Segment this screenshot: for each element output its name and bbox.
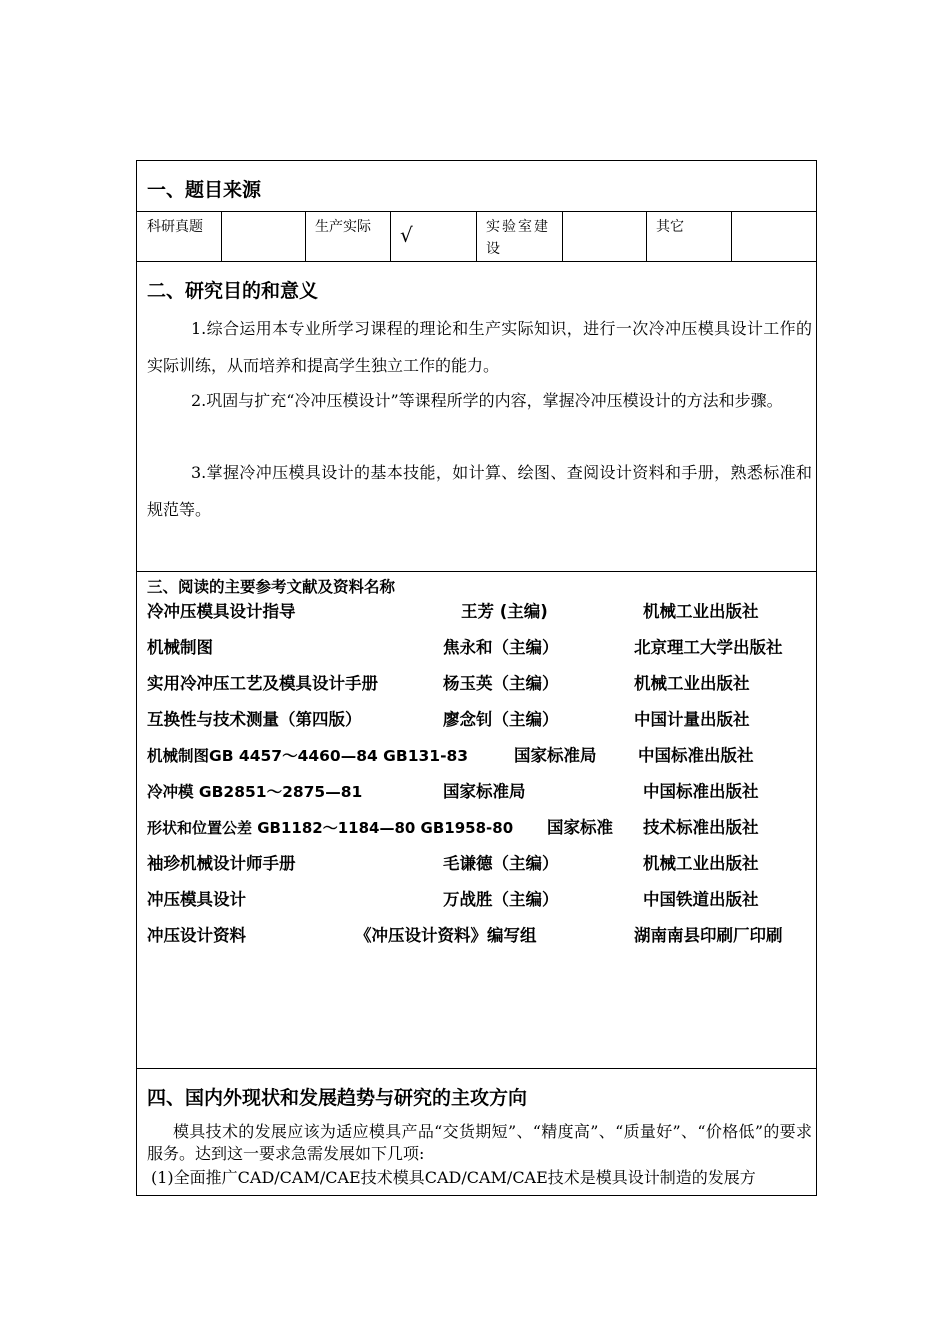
cell-other-label: 其它 [656,219,684,235]
reference-author: 毛谦德（主编） [443,854,559,873]
reference-author: 国家标准 [547,818,613,837]
reference-item [137,674,816,710]
paragraph: 2.巩固与扩充“冷冲压模设计”等课程所学的内容，掌握冷冲压模设计的方法和步骤。 [191,391,783,410]
section-purpose [137,262,816,572]
reference-item [137,602,816,638]
reference-publisher: 北京理工大学出版社 [634,638,783,657]
reference-publisher: 机械工业出版社 [634,674,750,693]
cell-research-topic-label: 科研真题 [147,219,203,235]
cell-research-topic-value [221,212,305,262]
reference-author: 国家标准局 [443,782,526,801]
reference-author: 廖念钊（主编） [443,710,559,729]
reference-title: 冲压模具设计 [147,890,246,909]
reference-title: 机械制图GB 4457～4460—84 GB131-83 [147,747,469,765]
reference-title: 冷冲模 GB2851～2875—81 [147,783,363,801]
reference-title: 袖珍机械设计师手册 [147,854,296,873]
reference-item [137,782,816,818]
section-title: 二、研究目的和意义 [147,280,319,302]
reference-item [137,818,816,854]
cell-production-label: 生产实际 [315,219,371,235]
reference-publisher: 技术标准出版社 [643,818,759,837]
reference-author: 王芳 (主编) [461,602,548,621]
reference-title: 互换性与技术测量（第四版） [147,710,362,729]
proposal-form-table [136,160,817,1196]
reference-author: 焦永和（主编） [443,638,559,657]
reference-title: 冷冲压模具设计指导 [147,602,296,621]
reference-item [137,710,816,746]
paragraph: 3.掌握冷冲压模具设计的基本技能，如计算、绘图、查阅设计资料和手册，熟悉标准和规范等。 [147,463,812,519]
reference-publisher: 湖南南县印刷厂印刷 [634,926,783,945]
section-references [137,572,816,1069]
reference-publisher: 机械工业出版社 [643,602,759,621]
reference-item [137,638,816,674]
reference-author: 杨玉英（主编） [443,674,559,693]
paragraph: (1)全面推广CAD/CAM/CAE技术模具CAD/CAM/CAE技术是模具设计制造的发展方 [151,1168,756,1187]
reference-item [137,926,816,962]
paragraph: 1.综合运用本专业所学习课程的理论和生产实际知识，进行一次冷冲压模具设计工作的实际训练，从而培养和提高学生独立工作的能力。 [147,319,812,375]
reference-publisher: 中国标准出版社 [638,746,754,765]
cell-other-value [731,212,816,262]
reference-author: 《冲压设计资料》编写组 [355,926,537,945]
section-title: 三、阅读的主要参考文献及资料名称 [147,578,396,596]
reference-publisher: 机械工业出版社 [643,854,759,873]
reference-title: 冲压设计资料 [147,926,246,945]
reference-title: 机械制图 [147,638,213,657]
section-status-and-trends [137,1069,816,1195]
reference-title: 实用冷冲压工艺及模具设计手册 [147,674,378,693]
section-title: 四、国内外现状和发展趋势与研究的主攻方向 [147,1087,528,1109]
reference-publisher: 中国标准出版社 [643,782,759,801]
reference-author: 国家标准局 [514,746,597,765]
reference-title: 形状和位置公差 GB1182～1184—80 GB1958-80 [147,819,514,837]
reference-item [137,746,816,782]
reference-publisher: 中国铁道出版社 [643,890,759,909]
checkmark-icon: √ [400,223,413,247]
topic-source-row [137,211,816,262]
paragraph: 模具技术的发展应该为适应模具产品“交货期短”、“精度高”、“质量好”、“价格低”的要求服务。达到这一要求急需发展如下几项: [147,1122,812,1163]
cell-lab-construction-label: 实验室建设 [486,219,550,257]
reference-item [137,854,816,890]
cell-lab-construction-value [562,212,646,262]
section-topic-source [137,161,816,262]
section-title: 一、题目来源 [147,179,262,201]
reference-item [137,890,816,926]
reference-author: 万战胜（主编） [443,890,559,909]
reference-publisher: 中国计量出版社 [634,710,750,729]
